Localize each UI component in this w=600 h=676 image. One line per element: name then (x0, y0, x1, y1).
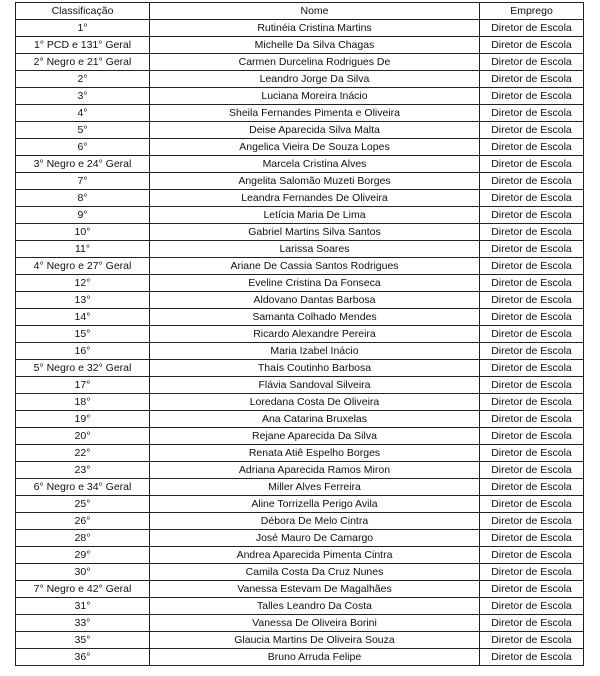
cell-emprego: Diretor de Escola (480, 479, 584, 496)
cell-emprego: Diretor de Escola (480, 190, 584, 207)
cell-nome: Ana Catarina Bruxelas (150, 411, 480, 428)
cell-classificacao: 14° (16, 309, 150, 326)
cell-nome: Aldovano Dantas Barbosa (150, 292, 480, 309)
cell-nome: Gabriel Martins Silva Santos (150, 224, 480, 241)
table-row (16, 598, 584, 615)
table-row (16, 275, 584, 292)
table-row (16, 122, 584, 139)
cell-emprego: Diretor de Escola (480, 581, 584, 598)
cell-emprego: Diretor de Escola (480, 343, 584, 360)
cell-emprego: Diretor de Escola (480, 462, 584, 479)
table-row (16, 309, 584, 326)
cell-nome: Glaucia Martins De Oliveira Souza (150, 632, 480, 649)
table-row (16, 496, 584, 513)
cell-nome: Eveline Cristina Da Fonseca (150, 275, 480, 292)
cell-nome: Leandro Jorge Da Silva (150, 71, 480, 88)
table-row (16, 292, 584, 309)
cell-nome: Vanessa Estevam De Magalhães (150, 581, 480, 598)
cell-nome: Angelita Salomão Muzeti Borges (150, 173, 480, 190)
cell-nome: Maria Izabel Inácio (150, 343, 480, 360)
cell-nome: Sheila Fernandes Pimenta e Oliveira (150, 105, 480, 122)
table-row (16, 547, 584, 564)
table-row (16, 20, 584, 37)
cell-classificacao: 4° (16, 105, 150, 122)
cell-classificacao: 16° (16, 343, 150, 360)
table-row (16, 37, 584, 54)
cell-nome: Marcela Cristina Alves (150, 156, 480, 173)
cell-classificacao: 25° (16, 496, 150, 513)
cell-classificacao: 30° (16, 564, 150, 581)
table-row (16, 326, 584, 343)
cell-emprego: Diretor de Escola (480, 224, 584, 241)
cell-nome: Miller Alves Ferreira (150, 479, 480, 496)
table-row (16, 445, 584, 462)
cell-emprego: Diretor de Escola (480, 326, 584, 343)
cell-emprego: Diretor de Escola (480, 37, 584, 54)
header-row (16, 3, 584, 20)
cell-classificacao: 29° (16, 547, 150, 564)
table-row (16, 615, 584, 632)
table-row (16, 54, 584, 71)
cell-classificacao: 31° (16, 598, 150, 615)
cell-classificacao: 35° (16, 632, 150, 649)
cell-classificacao: 6° Negro e 34° Geral (16, 479, 150, 496)
cell-nome: Andrea Aparecida Pimenta Cintra (150, 547, 480, 564)
table-row (16, 241, 584, 258)
cell-nome: Renata Atiê Espelho Borges (150, 445, 480, 462)
cell-emprego: Diretor de Escola (480, 632, 584, 649)
table-row (16, 343, 584, 360)
cell-emprego: Diretor de Escola (480, 20, 584, 37)
cell-emprego: Diretor de Escola (480, 428, 584, 445)
table-header (16, 3, 584, 20)
cell-classificacao: 1° (16, 20, 150, 37)
cell-nome: Camila Costa Da Cruz Nunes (150, 564, 480, 581)
cell-classificacao: 3° (16, 88, 150, 105)
cell-emprego: Diretor de Escola (480, 309, 584, 326)
cell-emprego: Diretor de Escola (480, 360, 584, 377)
cell-emprego: Diretor de Escola (480, 649, 584, 666)
cell-nome: Bruno Arruda Felipe (150, 649, 480, 666)
cell-emprego: Diretor de Escola (480, 394, 584, 411)
cell-emprego: Diretor de Escola (480, 275, 584, 292)
cell-nome: Samanta Colhado Mendes (150, 309, 480, 326)
cell-classificacao: 7° Negro e 42° Geral (16, 581, 150, 598)
cell-classificacao: 20° (16, 428, 150, 445)
table-row (16, 71, 584, 88)
document-page (15, 2, 583, 666)
cell-nome: Letícia Maria De Lima (150, 207, 480, 224)
cell-classificacao: 5° Negro e 32° Geral (16, 360, 150, 377)
cell-classificacao: 6° (16, 139, 150, 156)
cell-nome: Carmen Durcelina Rodrigues De (150, 54, 480, 71)
table-row (16, 649, 584, 666)
cell-classificacao: 23° (16, 462, 150, 479)
cell-emprego: Diretor de Escola (480, 377, 584, 394)
cell-nome: Débora De Melo Cintra (150, 513, 480, 530)
cell-emprego: Diretor de Escola (480, 615, 584, 632)
cell-emprego: Diretor de Escola (480, 54, 584, 71)
cell-nome: Loredana Costa De Oliveira (150, 394, 480, 411)
cell-classificacao: 26° (16, 513, 150, 530)
table-row (16, 632, 584, 649)
table-row (16, 139, 584, 156)
table-row (16, 156, 584, 173)
cell-emprego: Diretor de Escola (480, 445, 584, 462)
cell-classificacao: 1° PCD e 131° Geral (16, 37, 150, 54)
cell-classificacao: 8° (16, 190, 150, 207)
cell-nome: Rutinéia Cristina Martins (150, 20, 480, 37)
cell-nome: Michelle Da Silva Chagas (150, 37, 480, 54)
cell-emprego: Diretor de Escola (480, 173, 584, 190)
table-row (16, 105, 584, 122)
table-row (16, 428, 584, 445)
cell-emprego: Diretor de Escola (480, 105, 584, 122)
table-row (16, 173, 584, 190)
cell-emprego: Diretor de Escola (480, 156, 584, 173)
cell-emprego: Diretor de Escola (480, 258, 584, 275)
table-row (16, 207, 584, 224)
table-row (16, 513, 584, 530)
cell-emprego: Diretor de Escola (480, 139, 584, 156)
cell-nome: Rejane Aparecida Da Silva (150, 428, 480, 445)
cell-emprego: Diretor de Escola (480, 530, 584, 547)
cell-nome: Luciana Moreira Inácio (150, 88, 480, 105)
cell-classificacao: 12° (16, 275, 150, 292)
cell-classificacao: 33° (16, 615, 150, 632)
cell-classificacao: 13° (16, 292, 150, 309)
classification-table (15, 2, 584, 666)
cell-classificacao: 11° (16, 241, 150, 258)
cell-nome: Ariane De Cassia Santos Rodrigues (150, 258, 480, 275)
table-row (16, 462, 584, 479)
cell-classificacao: 10° (16, 224, 150, 241)
table-body (16, 20, 584, 666)
cell-nome: Thaís Coutinho Barbosa (150, 360, 480, 377)
cell-nome: Talles Leandro Da Costa (150, 598, 480, 615)
table-row (16, 564, 584, 581)
cell-emprego: Diretor de Escola (480, 411, 584, 428)
table-row (16, 479, 584, 496)
table-row (16, 224, 584, 241)
cell-emprego: Diretor de Escola (480, 547, 584, 564)
table-row (16, 377, 584, 394)
cell-nome: Larissa Soares (150, 241, 480, 258)
table-row (16, 581, 584, 598)
cell-classificacao: 36° (16, 649, 150, 666)
cell-classificacao: 2° Negro e 21° Geral (16, 54, 150, 71)
cell-nome: Adriana Aparecida Ramos Miron (150, 462, 480, 479)
table-row (16, 411, 584, 428)
cell-nome: Vanessa De Oliveira Borini (150, 615, 480, 632)
cell-classificacao: 5° (16, 122, 150, 139)
cell-classificacao: 3° Negro e 24° Geral (16, 156, 150, 173)
table-row (16, 190, 584, 207)
table-row (16, 360, 584, 377)
cell-classificacao: 7° (16, 173, 150, 190)
cell-emprego: Diretor de Escola (480, 564, 584, 581)
cell-nome: Leandra Fernandes De Oliveira (150, 190, 480, 207)
cell-nome: Deise Aparecida Silva Malta (150, 122, 480, 139)
cell-emprego: Diretor de Escola (480, 598, 584, 615)
cell-emprego: Diretor de Escola (480, 71, 584, 88)
cell-nome: Aline Torrizella Perigo Avila (150, 496, 480, 513)
cell-classificacao: 15° (16, 326, 150, 343)
cell-emprego: Diretor de Escola (480, 207, 584, 224)
cell-nome: José Mauro De Camargo (150, 530, 480, 547)
table-row (16, 88, 584, 105)
cell-emprego: Diretor de Escola (480, 122, 584, 139)
cell-emprego: Diretor de Escola (480, 241, 584, 258)
cell-emprego: Diretor de Escola (480, 88, 584, 105)
cell-classificacao: 2° (16, 71, 150, 88)
cell-classificacao: 17° (16, 377, 150, 394)
cell-nome: Ricardo Alexandre Pereira (150, 326, 480, 343)
header-classificacao: Classificação (16, 3, 150, 20)
cell-nome: Angelica Vieira De Souza Lopes (150, 139, 480, 156)
table-row (16, 258, 584, 275)
header-nome: Nome (150, 3, 480, 20)
cell-emprego: Diretor de Escola (480, 513, 584, 530)
cell-classificacao: 22° (16, 445, 150, 462)
cell-emprego: Diretor de Escola (480, 496, 584, 513)
cell-classificacao: 9° (16, 207, 150, 224)
cell-classificacao: 18° (16, 394, 150, 411)
header-emprego: Emprego (480, 3, 584, 20)
cell-emprego: Diretor de Escola (480, 292, 584, 309)
table-row (16, 394, 584, 411)
table-row (16, 530, 584, 547)
cell-classificacao: 28° (16, 530, 150, 547)
cell-classificacao: 19° (16, 411, 150, 428)
cell-nome: Flávia Sandoval Silveira (150, 377, 480, 394)
cell-classificacao: 4° Negro e 27° Geral (16, 258, 150, 275)
